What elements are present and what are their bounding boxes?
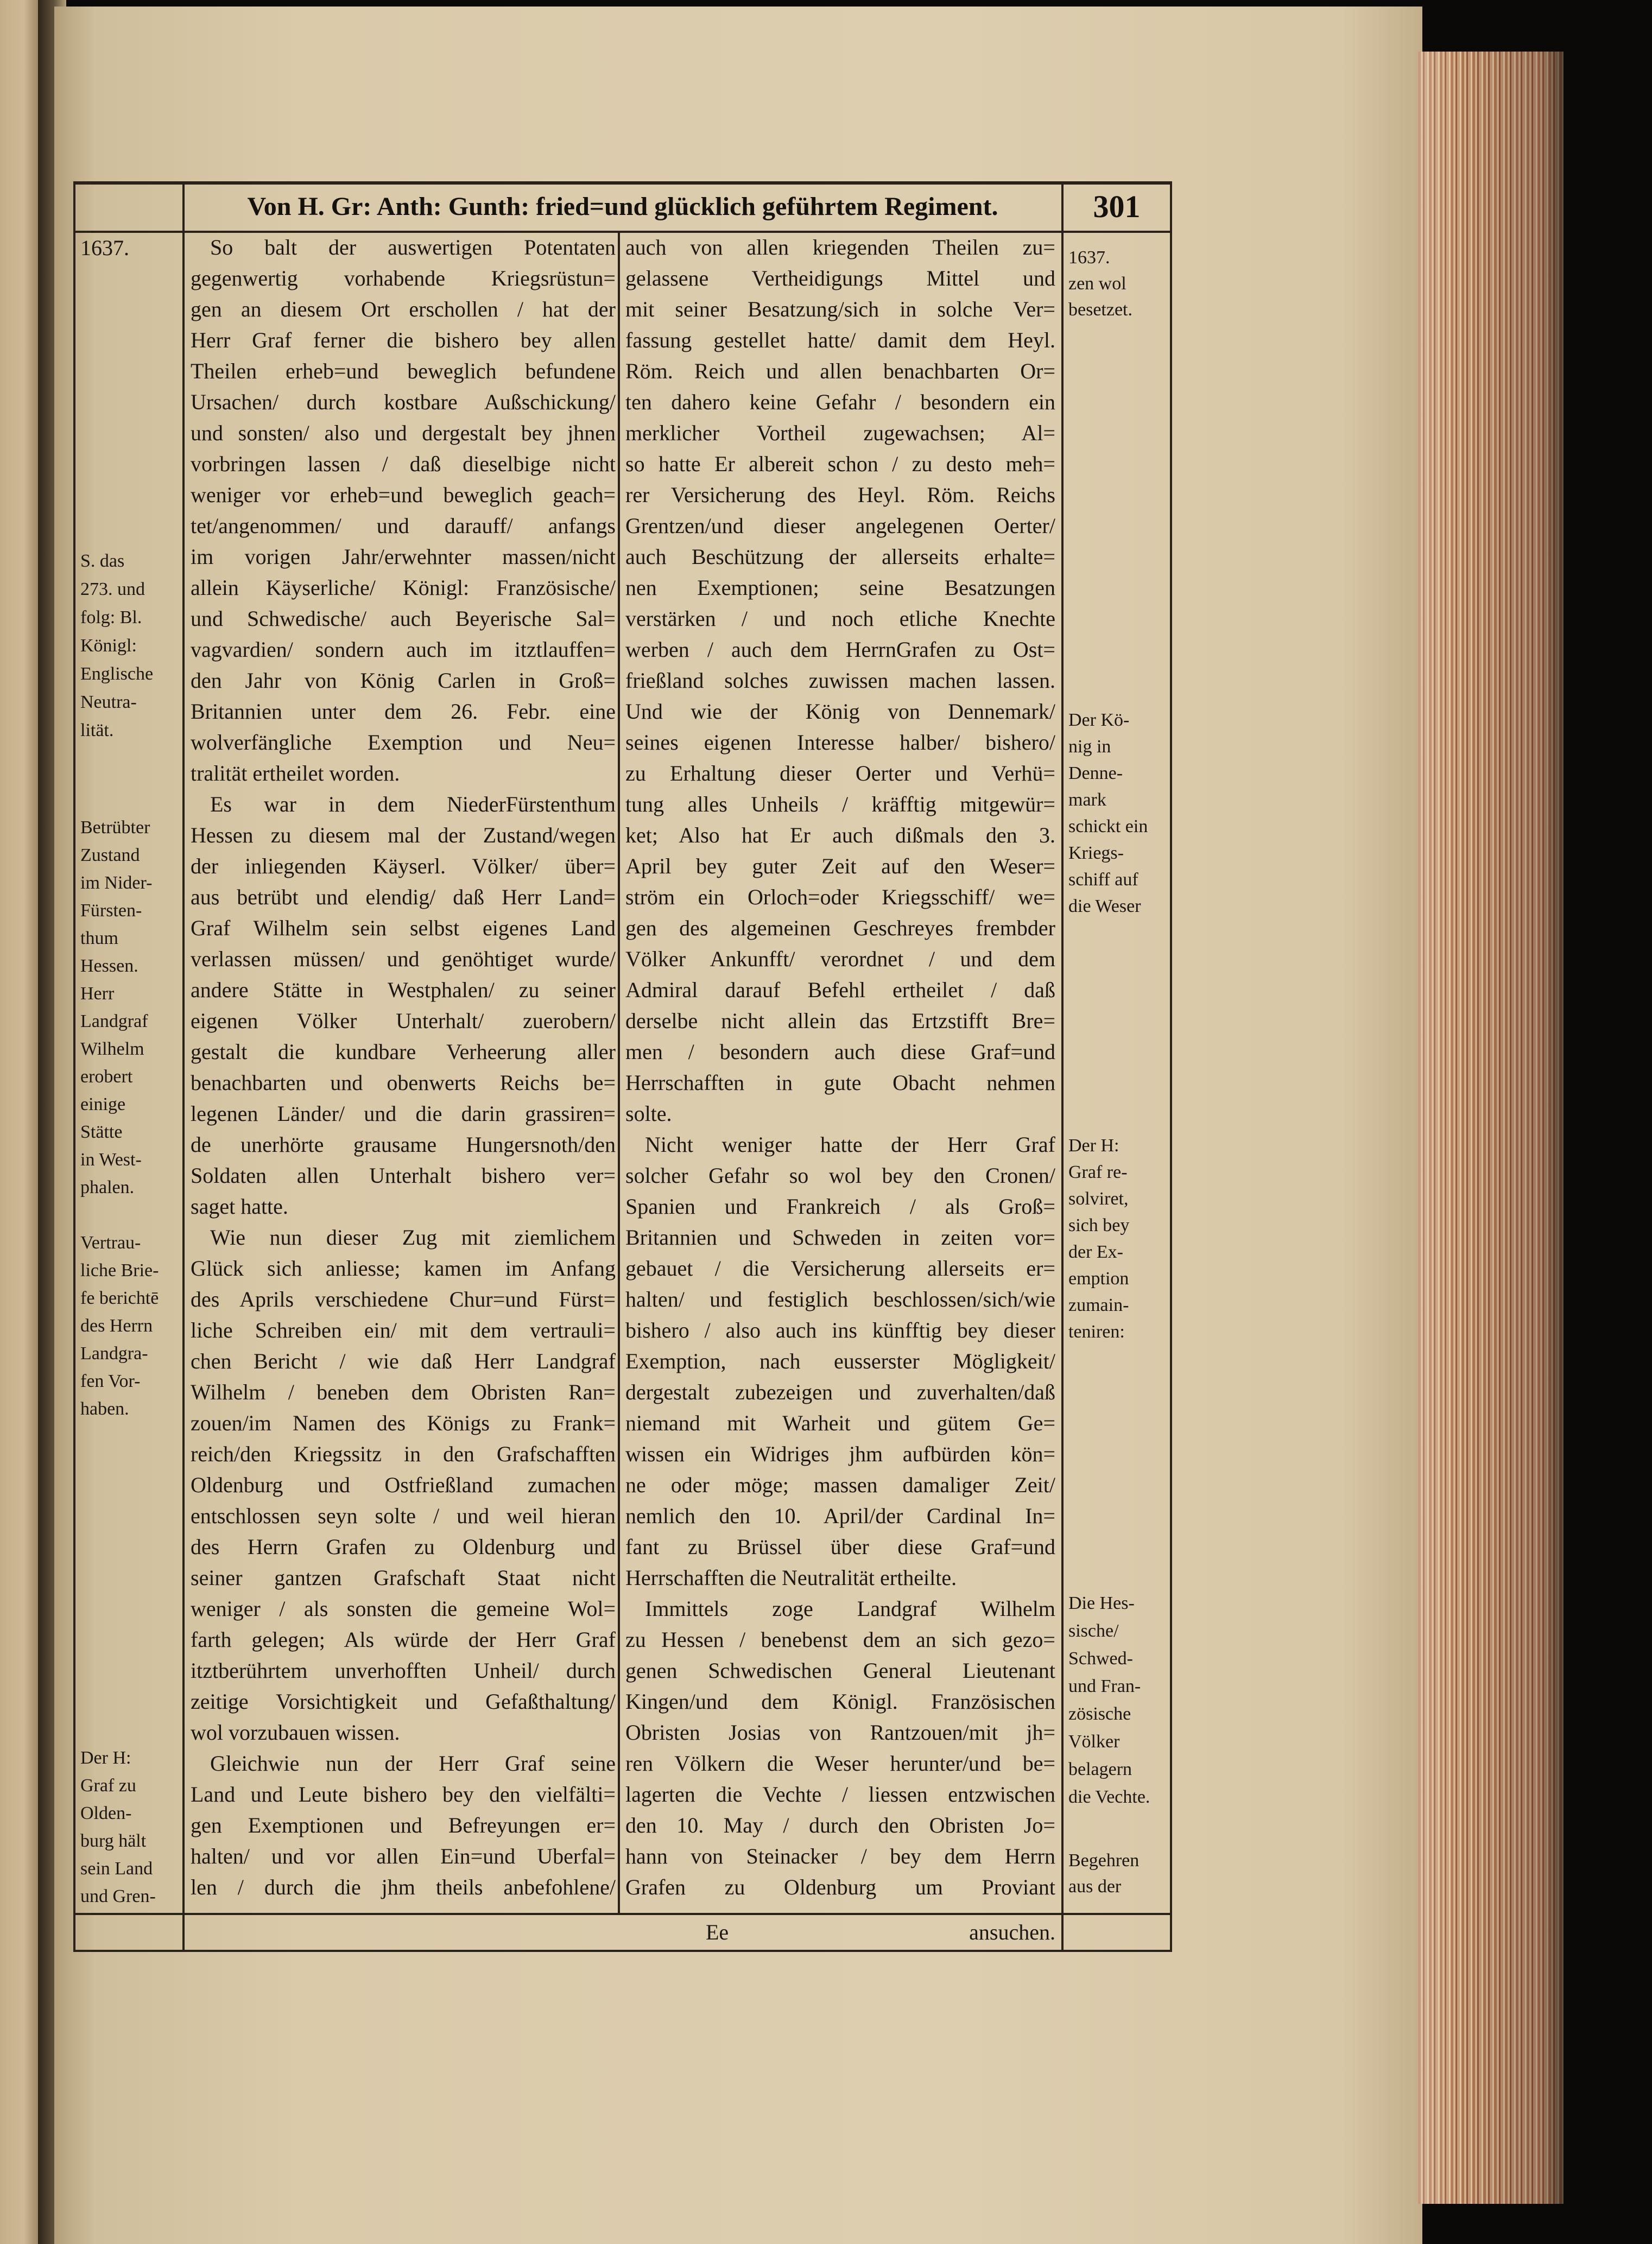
margin-note-line: die Vechte.	[1068, 1787, 1150, 1807]
paragraph	[625, 232, 1055, 1129]
text-line: und Schwedische/ auch Beyerische Sal=	[191, 606, 616, 631]
text-line: Spanien und Frankreich / als Groß=	[625, 1194, 1055, 1219]
margin-note-confidential-letters	[80, 1229, 181, 1423]
margin-note-line: in West-	[80, 1150, 142, 1170]
margin-note-line: nig in	[1068, 737, 1111, 757]
margin-note-line: Fürsten-	[80, 901, 142, 921]
margin-note-line: Graf re-	[1068, 1162, 1128, 1182]
text-line: den 10. May / durch den Obristen Jo=	[625, 1813, 1055, 1837]
text-line: Völker Ankunfft/ verordnet / und dem	[625, 947, 1055, 971]
text-line: derselbe nicht allein das Ertzstifft Bre=	[625, 1009, 1055, 1033]
text-line: benachbarten und obenwerts Reichs be=	[191, 1070, 616, 1095]
text-line: genen Schwedischen General Lieutenant	[625, 1658, 1055, 1683]
margin-note-exemption-resolve	[1068, 1132, 1169, 1345]
text-line: Land und Leute bishero bey den vielfälti=	[191, 1782, 616, 1806]
frame-line-right-margin	[1061, 181, 1064, 1952]
catchword: ansuchen.	[969, 1920, 1055, 1944]
text-line: so hatte Er albereit schon / zu desto meh=	[625, 452, 1055, 476]
paragraph	[191, 232, 616, 789]
margin-note-line: der Ex-	[1068, 1242, 1124, 1262]
text-line: Oldenburg und Ostfrießland zumachen	[191, 1473, 616, 1497]
text-line: gestalt die kundbare Verheerung aller	[191, 1039, 616, 1064]
text-line: Admiral darauf Befehl ertheilet / daß	[625, 978, 1055, 1002]
margin-note-line: Betrübter	[80, 817, 150, 838]
text-line: solcher Gefahr so wol bey den Cronen/	[625, 1163, 1055, 1188]
margin-note-line: Englische	[80, 664, 154, 684]
text-line: gen Exemptionen und Befreyungen er=	[191, 1813, 616, 1837]
margin-note-line: teniren:	[1068, 1322, 1125, 1342]
margin-note-line: fe berichtē	[80, 1288, 159, 1308]
margin-note-line: 1637.	[1068, 248, 1110, 268]
paragraph	[191, 789, 616, 1222]
margin-note-line: Graf zu	[80, 1776, 136, 1796]
text-line: tung alles Unheils / kräfftig mitgewür=	[625, 792, 1055, 816]
text-line: halten/ und vor allen Ein=und Uberfal=	[191, 1844, 616, 1868]
margin-note-line: S. das	[80, 551, 125, 571]
margin-note-line: Neutra-	[80, 692, 137, 712]
text-line: gebauet / die Versicherung allerseits er=	[625, 1256, 1055, 1281]
margin-note-line: Der Kö-	[1068, 710, 1130, 730]
text-line: frießland solches zuwissen machen lassen.	[625, 668, 1055, 693]
text-line: Gleichwie nun der Herr Graf seine	[210, 1751, 616, 1776]
text-line: zeitige Vorsichtigkeit und Gefaßthaltung/	[191, 1689, 616, 1714]
text-line: Herrschafften in gute Obacht nehmen	[625, 1070, 1055, 1095]
text-line: Herr Graf ferner die bishero bey allen	[191, 328, 616, 352]
text-line: auch von allen kriegenden Theilen zu=	[625, 235, 1055, 259]
margin-note-line: 273. und	[80, 579, 145, 599]
text-line: Und wie der König von Dennemark/	[625, 699, 1055, 724]
margin-note-line: schiff auf	[1068, 870, 1138, 890]
text-line: wissen ein Widriges jhm aufbürden kön=	[625, 1442, 1055, 1466]
margin-note-line: sein Land	[80, 1859, 153, 1879]
text-column-right	[625, 232, 1055, 1903]
text-line: chen Bericht / wie daß Herr Landgraf	[191, 1349, 616, 1373]
text-line: und sonsten/ also und dergestalt bey jhnen	[191, 421, 616, 445]
text-line: gen an diesem Ort erschollen / hat der	[191, 297, 616, 321]
margin-note-line: solviret,	[1068, 1189, 1129, 1209]
margin-note-line: Landgraf	[80, 1011, 148, 1031]
text-line: lagerten die Vechte / liessen entzwischen	[625, 1782, 1055, 1806]
margin-note-line: erobert	[80, 1067, 133, 1087]
margin-note-line: besetzet.	[1068, 300, 1132, 320]
running-head: Von H. Gr: Anth: Gunth: fried=und glücklich geführtem Regiment.	[247, 192, 998, 221]
text-line: Britannien und Schweden in zeiten vor=	[625, 1225, 1055, 1250]
margin-note-line: Zustand	[80, 845, 140, 865]
previous-page-edge	[0, 0, 43, 2244]
text-line: vorbringen lassen / daß dieselbige nicht	[191, 452, 616, 476]
margin-note-line: emption	[1068, 1269, 1129, 1289]
text-line: wolverfängliche Exemption und Neu=	[191, 730, 616, 755]
text-line: mit seiner Besatzung/sich in solche Ver=	[625, 297, 1055, 321]
text-line: fassung gestellet hatte/ damit dem Heyl.	[625, 328, 1055, 352]
text-line: nen Exemptionen; seine Besatzungen	[625, 575, 1055, 600]
text-line: im vorigen Jahr/erwehnter massen/nicht	[191, 544, 616, 569]
paragraph	[191, 1222, 616, 1748]
text-line: Grentzen/und dieser angelegenen Oerter/	[625, 514, 1055, 538]
frame-line-center	[618, 231, 620, 1915]
text-line: bishero / also auch ins künfftig bey dieser	[625, 1318, 1055, 1342]
text-line: wol vorzubauen wissen.	[191, 1720, 400, 1745]
text-line: Immittels zoge Landgraf Wilhelm	[645, 1596, 1055, 1621]
text-line: ren Völkern die Weser herunter/und be=	[625, 1751, 1055, 1776]
margin-note-line: sische/	[1068, 1621, 1119, 1641]
margin-note-line: fen Vor-	[80, 1371, 141, 1391]
margin-note-line: die Weser	[1068, 896, 1141, 916]
fore-edge-shading	[1418, 52, 1564, 2204]
text-line: entschlossen seyn solte / und weil hieran	[191, 1504, 616, 1528]
text-line: verlassen müssen/ und genöhtiget wurde/	[191, 947, 616, 971]
text-line: len / durch die jhm theils anbefohlene/	[191, 1875, 616, 1899]
text-line: seiner gantzen Grafschaft Staat nicht	[191, 1565, 616, 1590]
text-line: zu Hessen / benebenst dem an sich gezo=	[625, 1627, 1055, 1652]
text-line: Kingen/und dem Königl. Französischen	[625, 1689, 1055, 1714]
margin-note-line: Stätte	[80, 1122, 123, 1142]
margin-note-request	[1068, 1848, 1169, 1900]
margin-note-line: Der H:	[1068, 1136, 1119, 1156]
margin-note-line: Schwed-	[1068, 1649, 1133, 1669]
margin-note-line: zen wol	[1068, 274, 1126, 294]
margin-note-line: Völker	[1068, 1732, 1120, 1752]
text-line: dergestalt zubezeigen und zuverhalten/daß	[625, 1380, 1055, 1404]
frame-rule-bottom	[74, 1950, 1172, 1952]
text-line: Wilhelm / beneben dem Obristen Ran=	[191, 1380, 616, 1404]
text-line: ket; Also hat Er auch dißmals den 3.	[625, 823, 1055, 847]
margin-note-line: folg: Bl.	[80, 607, 142, 627]
text-line: reich/den Kriegssitz in den Grafschafften	[191, 1442, 616, 1466]
margin-note-year-right	[1068, 245, 1169, 323]
text-line: ström ein Orloch=oder Kriegsschiff/ we=	[625, 885, 1055, 909]
margin-note-line: burg hält	[80, 1831, 147, 1851]
margin-note-line: sich bey	[1068, 1215, 1130, 1235]
margin-note-line: Kriegs-	[1068, 843, 1124, 863]
text-line: de unerhörte grausame Hungersnoth/den	[191, 1132, 616, 1157]
text-line: aus betrübt und elendig/ daß Herr Land=	[191, 885, 616, 909]
text-line: werben / auch dem HerrnGrafen zu Ost=	[625, 637, 1055, 662]
margin-note-hessen-condition	[80, 814, 181, 1201]
margin-note-line: 1637.	[80, 236, 129, 260]
margin-note-line: einige	[80, 1094, 126, 1114]
margin-note-line: thum	[80, 928, 118, 948]
text-line: Es war in dem NiederFürstenthum	[210, 792, 616, 816]
margin-note-vechte-siege	[1068, 1589, 1169, 1811]
text-line: Exemption, nach eusserster Mögligkeit/	[625, 1349, 1055, 1373]
margin-note-line: zösische	[1068, 1704, 1131, 1724]
text-line: des Herrn Grafen zu Oldenburg und	[191, 1535, 616, 1559]
margin-note-oldenburg-defense	[80, 1744, 181, 1910]
margin-note-line: Wilhelm	[80, 1039, 144, 1059]
text-line: legenen Länder/ und die darin grassiren=	[191, 1101, 616, 1126]
margin-note-year-left	[80, 232, 181, 263]
text-line: rer Versicherung des Heyl. Röm. Reichs	[625, 483, 1055, 507]
text-line: farth gelegen; Als würde der Herr Graf	[191, 1627, 616, 1652]
text-line: eigenen Völker Unterhalt/ zuerobern/	[191, 1009, 616, 1033]
page-number: 301	[1093, 189, 1141, 224]
text-line: seines eigenen Interesse halber/ bishero/	[625, 730, 1055, 755]
margin-note-line: Olden-	[80, 1803, 132, 1823]
text-line: halten/ und festiglich beschlossen/sich/wie	[625, 1287, 1055, 1311]
text-line: weniger vor erheb=und beweglich geach=	[191, 483, 616, 507]
margin-note-line: aus der	[1068, 1877, 1122, 1897]
text-line: Röm. Reich und allen benachbarten Or=	[625, 359, 1055, 383]
text-line: Glück sich anliesse; kamen im Anfang	[191, 1256, 616, 1281]
text-line: vagvardien/ sondern auch im itztlauffen=	[191, 637, 616, 662]
margin-note-line: des Herrn	[80, 1316, 153, 1336]
text-line: merklicher Vortheil zugewachsen; Al=	[625, 421, 1055, 445]
paragraph	[625, 1593, 1055, 1903]
text-line: weniger / als sonsten die gemeine Wol=	[191, 1596, 616, 1621]
frame-line-left	[73, 181, 75, 1952]
text-line: Soldaten allen Unterhalt bishero ver=	[191, 1163, 616, 1188]
text-line: niemand mit Warheit und gütem Ge=	[625, 1411, 1055, 1435]
margin-note-line: Hessen.	[80, 956, 138, 976]
margin-note-line: Vertrau-	[80, 1233, 141, 1253]
margin-note-line: Denne-	[1068, 763, 1123, 783]
margin-note-line: Landgra-	[80, 1343, 148, 1364]
text-line: Grafen zu Oldenburg um Proviant	[625, 1875, 1055, 1899]
text-line: Graf Wilhelm sein selbst eigenes Land	[191, 916, 616, 940]
margin-note-line: zumain-	[1068, 1295, 1129, 1315]
text-line: Britannien unter dem 26. Febr. eine	[191, 699, 616, 724]
text-column-left	[191, 232, 616, 1903]
text-line: solte.	[625, 1101, 672, 1126]
text-line: Wie nun dieser Zug mit ziemlichem	[210, 1225, 616, 1250]
text-line: den Jahr von König Carlen in Groß=	[191, 668, 616, 693]
text-line: fant zu Brüssel über diese Graf=und	[625, 1535, 1055, 1559]
margin-note-line: im Nider-	[80, 873, 153, 893]
margin-note-line: Begehren	[1068, 1850, 1140, 1871]
margin-note-denmark-warship	[1068, 707, 1169, 920]
text-line: Nicht weniger hatte der Herr Graf	[645, 1132, 1055, 1157]
text-line: nemlich den 10. April/der Cardinal In=	[625, 1504, 1055, 1528]
text-line: hann von Steinacker / bey dem Herrn	[625, 1844, 1055, 1868]
text-line: zouen/im Namen des Königs zu Frank=	[191, 1411, 616, 1435]
paragraph	[625, 1129, 1055, 1593]
signature-mark: Ee	[706, 1920, 729, 1944]
text-line: verstärken / und noch etliche Knechte	[625, 606, 1055, 631]
margin-note-line: Königl:	[80, 636, 137, 656]
text-line: ten dahero keine Gefahr / besondern ein	[625, 390, 1055, 414]
text-line: Obristen Josias von Rantzouen/mit jh=	[625, 1720, 1055, 1745]
frame-line-right	[1170, 181, 1172, 1952]
margin-note-line: haben.	[80, 1399, 129, 1419]
margin-note-line: Herr	[80, 984, 115, 1004]
margin-note-line: schickt ein	[1068, 816, 1148, 836]
text-line: Theilen erheb=und beweglich befundene	[191, 359, 616, 383]
margin-note-line: Der H:	[80, 1748, 131, 1768]
margin-note-line: belagern	[1068, 1759, 1132, 1779]
text-line: zu Erhaltung dieser Oerter und Verhü=	[625, 761, 1055, 785]
margin-note-line: lität.	[80, 720, 114, 740]
paragraph	[191, 1748, 616, 1903]
text-line: tet/angenommen/ und darauff/ anfangs	[191, 514, 616, 538]
text-line: Hessen zu diesem mal der Zustand/wegen	[191, 823, 616, 847]
text-line: der inliegenden Käyserl. Völker/ über=	[191, 854, 616, 878]
text-line: auch Beschützung der allerseits erhalte=	[625, 544, 1055, 569]
margin-note-line: phalen.	[80, 1177, 135, 1197]
text-line: liche Schreiben ein/ mit dem vertrauli=	[191, 1318, 616, 1342]
text-line: andere Stätte in Westphalen/ zu seiner	[191, 978, 616, 1002]
margin-note-english-neutrality	[80, 547, 181, 745]
margin-note-line: mark	[1068, 790, 1106, 810]
text-line: gelassene Vertheidigungs Mittel und	[625, 266, 1055, 290]
text-line: saget hatte.	[191, 1194, 288, 1219]
text-line: tralität ertheilet worden.	[191, 761, 400, 785]
text-line: ne oder möge; massen damaliger Zeit/	[625, 1473, 1055, 1497]
margin-note-line: und Gren-	[80, 1886, 156, 1906]
text-line: gen des algemeinen Geschreyes frembder	[625, 916, 1055, 940]
text-line: men / besondern auch diese Graf=und	[625, 1039, 1055, 1064]
text-line: itztberührtem unverhofften Unheil/ durch	[191, 1658, 616, 1683]
frame-line-left-margin	[182, 181, 185, 1952]
text-line: Ursachen/ durch kostbare Außschickung/	[191, 390, 616, 414]
text-line: April bey guter Zeit auf den Weser=	[625, 854, 1055, 878]
text-line: Herrschafften die Neutralität ertheilte.	[625, 1565, 957, 1590]
text-line: des Aprils verschiedene Chur=und Fürst=	[191, 1287, 616, 1311]
text-line: gegenwertig vorhabende Kriegsrüstun=	[191, 266, 616, 290]
text-line: So balt der auswertigen Potentaten	[210, 235, 616, 259]
margin-note-line: und Fran-	[1068, 1676, 1141, 1696]
text-line: allein Käyserliche/ Königl: Französische/	[191, 575, 616, 600]
margin-note-line: liche Brie-	[80, 1260, 159, 1281]
margin-note-line: Die Hes-	[1068, 1593, 1135, 1613]
